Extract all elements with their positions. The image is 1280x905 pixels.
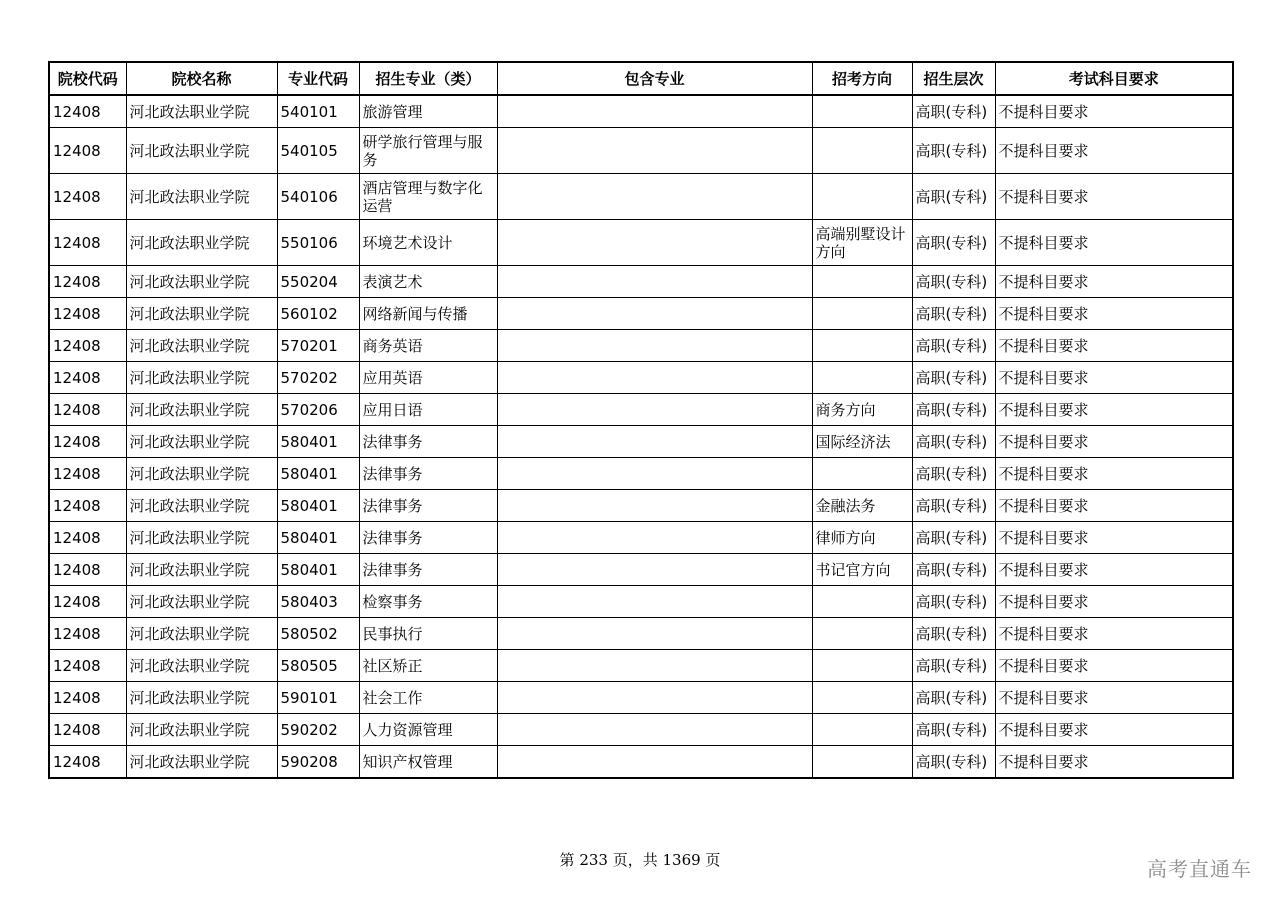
cell-level: 高职(专科) (912, 554, 995, 586)
cell-major-code: 590202 (277, 714, 359, 746)
table-row (49, 95, 1233, 128)
cell-major-name: 网络新闻与传播 (359, 298, 497, 330)
cell-subject-requirement: 不提科目要求 (995, 426, 1233, 458)
table-row (49, 490, 1233, 522)
cell-school-name: 河北政法职业学院 (126, 714, 277, 746)
cell-direction (812, 174, 912, 220)
cell-direction (812, 128, 912, 174)
cell-level: 高职(专科) (912, 128, 995, 174)
cell-subject-requirement: 不提科目要求 (995, 330, 1233, 362)
cell-major-name: 法律事务 (359, 554, 497, 586)
cell-school-name: 河北政法职业学院 (126, 95, 277, 128)
cell-major-name: 检察事务 (359, 586, 497, 618)
cell-school-code: 12408 (49, 586, 126, 618)
cell-subject-requirement: 不提科目要求 (995, 746, 1233, 779)
table-row (49, 586, 1233, 618)
cell-included-majors (497, 220, 812, 266)
cell-subject-requirement: 不提科目要求 (995, 220, 1233, 266)
cell-subject-requirement: 不提科目要求 (995, 714, 1233, 746)
cell-school-name: 河北政法职业学院 (126, 458, 277, 490)
cell-level: 高职(专科) (912, 266, 995, 298)
cell-major-name: 研学旅行管理与服务 (359, 128, 497, 174)
cell-included-majors (497, 458, 812, 490)
table-row (49, 128, 1233, 174)
cell-school-code: 12408 (49, 298, 126, 330)
cell-school-code: 12408 (49, 650, 126, 682)
cell-major-name: 法律事务 (359, 522, 497, 554)
table-row (49, 682, 1233, 714)
cell-major-name: 旅游管理 (359, 95, 497, 128)
cell-major-name: 表演艺术 (359, 266, 497, 298)
header-level: 招生层次 (912, 62, 995, 95)
cell-school-code: 12408 (49, 554, 126, 586)
cell-level: 高职(专科) (912, 330, 995, 362)
table-row (49, 298, 1233, 330)
cell-major-name: 民事执行 (359, 618, 497, 650)
table-row (49, 522, 1233, 554)
cell-school-code: 12408 (49, 362, 126, 394)
table-row (49, 618, 1233, 650)
table-row (49, 220, 1233, 266)
cell-subject-requirement: 不提科目要求 (995, 128, 1233, 174)
cell-major-code: 560102 (277, 298, 359, 330)
cell-subject-requirement: 不提科目要求 (995, 394, 1233, 426)
cell-included-majors (497, 522, 812, 554)
cell-direction (812, 298, 912, 330)
cell-school-name: 河北政法职业学院 (126, 618, 277, 650)
cell-school-code: 12408 (49, 618, 126, 650)
cell-major-name: 法律事务 (359, 490, 497, 522)
cell-level: 高职(专科) (912, 458, 995, 490)
table-row (49, 554, 1233, 586)
cell-level: 高职(专科) (912, 618, 995, 650)
cell-school-code: 12408 (49, 490, 126, 522)
cell-level: 高职(专科) (912, 682, 995, 714)
cell-school-code: 12408 (49, 714, 126, 746)
header-subject-requirement: 考试科目要求 (995, 62, 1233, 95)
cell-subject-requirement: 不提科目要求 (995, 298, 1233, 330)
cell-included-majors (497, 618, 812, 650)
cell-subject-requirement: 不提科目要求 (995, 554, 1233, 586)
cell-major-name: 法律事务 (359, 458, 497, 490)
cell-major-code: 580401 (277, 522, 359, 554)
cell-included-majors (497, 330, 812, 362)
cell-direction (812, 714, 912, 746)
table-row (49, 330, 1233, 362)
cell-major-name: 应用英语 (359, 362, 497, 394)
header-direction: 招考方向 (812, 62, 912, 95)
cell-school-name: 河北政法职业学院 (126, 522, 277, 554)
cell-major-name: 应用日语 (359, 394, 497, 426)
watermark-logo-text: 高考直通车 (1147, 857, 1252, 881)
cell-direction (812, 266, 912, 298)
cell-direction (812, 330, 912, 362)
header-major-category: 招生专业（类） (359, 62, 497, 95)
cell-major-code: 580401 (277, 458, 359, 490)
cell-major-code: 570202 (277, 362, 359, 394)
cell-included-majors (497, 128, 812, 174)
cell-major-code: 580502 (277, 618, 359, 650)
cell-included-majors (497, 746, 812, 779)
cell-school-code: 12408 (49, 458, 126, 490)
enrollment-majors-table (48, 61, 1234, 779)
cell-included-majors (497, 586, 812, 618)
cell-level: 高职(专科) (912, 650, 995, 682)
cell-major-name: 社会工作 (359, 682, 497, 714)
cell-included-majors (497, 394, 812, 426)
cell-direction: 书记官方向 (812, 554, 912, 586)
table-row (49, 650, 1233, 682)
cell-direction (812, 458, 912, 490)
cell-school-name: 河北政法职业学院 (126, 682, 277, 714)
cell-school-name: 河北政法职业学院 (126, 490, 277, 522)
cell-school-name: 河北政法职业学院 (126, 266, 277, 298)
cell-school-name: 河北政法职业学院 (126, 586, 277, 618)
cell-major-name: 人力资源管理 (359, 714, 497, 746)
cell-subject-requirement: 不提科目要求 (995, 95, 1233, 128)
cell-included-majors (497, 714, 812, 746)
cell-included-majors (497, 650, 812, 682)
cell-subject-requirement: 不提科目要求 (995, 174, 1233, 220)
cell-school-name: 河北政法职业学院 (126, 746, 277, 779)
cell-major-name: 知识产权管理 (359, 746, 497, 779)
cell-level: 高职(专科) (912, 426, 995, 458)
cell-level: 高职(专科) (912, 174, 995, 220)
cell-school-code: 12408 (49, 746, 126, 779)
cell-direction (812, 682, 912, 714)
cell-school-code: 12408 (49, 128, 126, 174)
cell-level: 高职(专科) (912, 298, 995, 330)
cell-direction (812, 746, 912, 779)
cell-level: 高职(专科) (912, 220, 995, 266)
cell-included-majors (497, 426, 812, 458)
cell-subject-requirement: 不提科目要求 (995, 266, 1233, 298)
cell-included-majors (497, 554, 812, 586)
cell-major-code: 540105 (277, 128, 359, 174)
cell-major-code: 580401 (277, 490, 359, 522)
table-row (49, 174, 1233, 220)
cell-direction: 商务方向 (812, 394, 912, 426)
table-row (49, 426, 1233, 458)
cell-direction (812, 362, 912, 394)
cell-major-code: 580401 (277, 554, 359, 586)
cell-major-code: 590101 (277, 682, 359, 714)
cell-major-code: 580505 (277, 650, 359, 682)
cell-included-majors (497, 174, 812, 220)
cell-included-majors (497, 266, 812, 298)
cell-major-name: 社区矫正 (359, 650, 497, 682)
cell-level: 高职(专科) (912, 362, 995, 394)
cell-subject-requirement: 不提科目要求 (995, 362, 1233, 394)
cell-direction (812, 650, 912, 682)
cell-school-name: 河北政法职业学院 (126, 394, 277, 426)
cell-school-code: 12408 (49, 266, 126, 298)
cell-school-name: 河北政法职业学院 (126, 298, 277, 330)
cell-level: 高职(专科) (912, 714, 995, 746)
cell-school-name: 河北政法职业学院 (126, 650, 277, 682)
cell-direction: 高端别墅设计方向 (812, 220, 912, 266)
cell-included-majors (497, 490, 812, 522)
header-major-code: 专业代码 (277, 62, 359, 95)
table-row (49, 746, 1233, 779)
header-school-name: 院校名称 (126, 62, 277, 95)
table-body (49, 95, 1233, 778)
table-row (49, 714, 1233, 746)
cell-direction: 国际经济法 (812, 426, 912, 458)
cell-level: 高职(专科) (912, 394, 995, 426)
cell-major-code: 540106 (277, 174, 359, 220)
cell-school-code: 12408 (49, 220, 126, 266)
cell-level: 高职(专科) (912, 95, 995, 128)
cell-subject-requirement: 不提科目要求 (995, 618, 1233, 650)
page-number: 第 233 页，共 1369 页 (559, 851, 721, 869)
cell-school-name: 河北政法职业学院 (126, 362, 277, 394)
cell-school-name: 河北政法职业学院 (126, 174, 277, 220)
cell-included-majors (497, 298, 812, 330)
cell-major-name: 环境艺术设计 (359, 220, 497, 266)
cell-included-majors (497, 682, 812, 714)
cell-direction: 金融法务 (812, 490, 912, 522)
cell-school-name: 河北政法职业学院 (126, 554, 277, 586)
cell-included-majors (497, 362, 812, 394)
cell-direction (812, 95, 912, 128)
cell-major-code: 570201 (277, 330, 359, 362)
header-included-majors: 包含专业 (497, 62, 812, 95)
cell-major-name: 商务英语 (359, 330, 497, 362)
cell-direction (812, 586, 912, 618)
cell-subject-requirement: 不提科目要求 (995, 650, 1233, 682)
cell-level: 高职(专科) (912, 490, 995, 522)
table-header-row (49, 62, 1233, 95)
cell-school-code: 12408 (49, 394, 126, 426)
cell-subject-requirement: 不提科目要求 (995, 522, 1233, 554)
cell-subject-requirement: 不提科目要求 (995, 458, 1233, 490)
cell-major-code: 580403 (277, 586, 359, 618)
cell-school-code: 12408 (49, 174, 126, 220)
cell-school-code: 12408 (49, 522, 126, 554)
cell-school-name: 河北政法职业学院 (126, 330, 277, 362)
cell-included-majors (497, 95, 812, 128)
cell-level: 高职(专科) (912, 746, 995, 779)
cell-level: 高职(专科) (912, 522, 995, 554)
cell-subject-requirement: 不提科目要求 (995, 490, 1233, 522)
cell-direction (812, 618, 912, 650)
cell-school-code: 12408 (49, 95, 126, 128)
table-row (49, 362, 1233, 394)
cell-subject-requirement: 不提科目要求 (995, 682, 1233, 714)
cell-major-name: 酒店管理与数字化运营 (359, 174, 497, 220)
table-row (49, 266, 1233, 298)
cell-subject-requirement: 不提科目要求 (995, 586, 1233, 618)
table-row (49, 394, 1233, 426)
cell-direction: 律师方向 (812, 522, 912, 554)
cell-school-name: 河北政法职业学院 (126, 128, 277, 174)
cell-school-name: 河北政法职业学院 (126, 426, 277, 458)
cell-school-name: 河北政法职业学院 (126, 220, 277, 266)
cell-major-code: 550204 (277, 266, 359, 298)
cell-level: 高职(专科) (912, 586, 995, 618)
cell-major-code: 580401 (277, 426, 359, 458)
cell-school-code: 12408 (49, 426, 126, 458)
cell-major-code: 590208 (277, 746, 359, 779)
header-school-code: 院校代码 (49, 62, 126, 95)
cell-school-code: 12408 (49, 330, 126, 362)
cell-school-code: 12408 (49, 682, 126, 714)
table-row (49, 458, 1233, 490)
cell-major-code: 550106 (277, 220, 359, 266)
cell-major-code: 570206 (277, 394, 359, 426)
cell-major-code: 540101 (277, 95, 359, 128)
cell-major-name: 法律事务 (359, 426, 497, 458)
